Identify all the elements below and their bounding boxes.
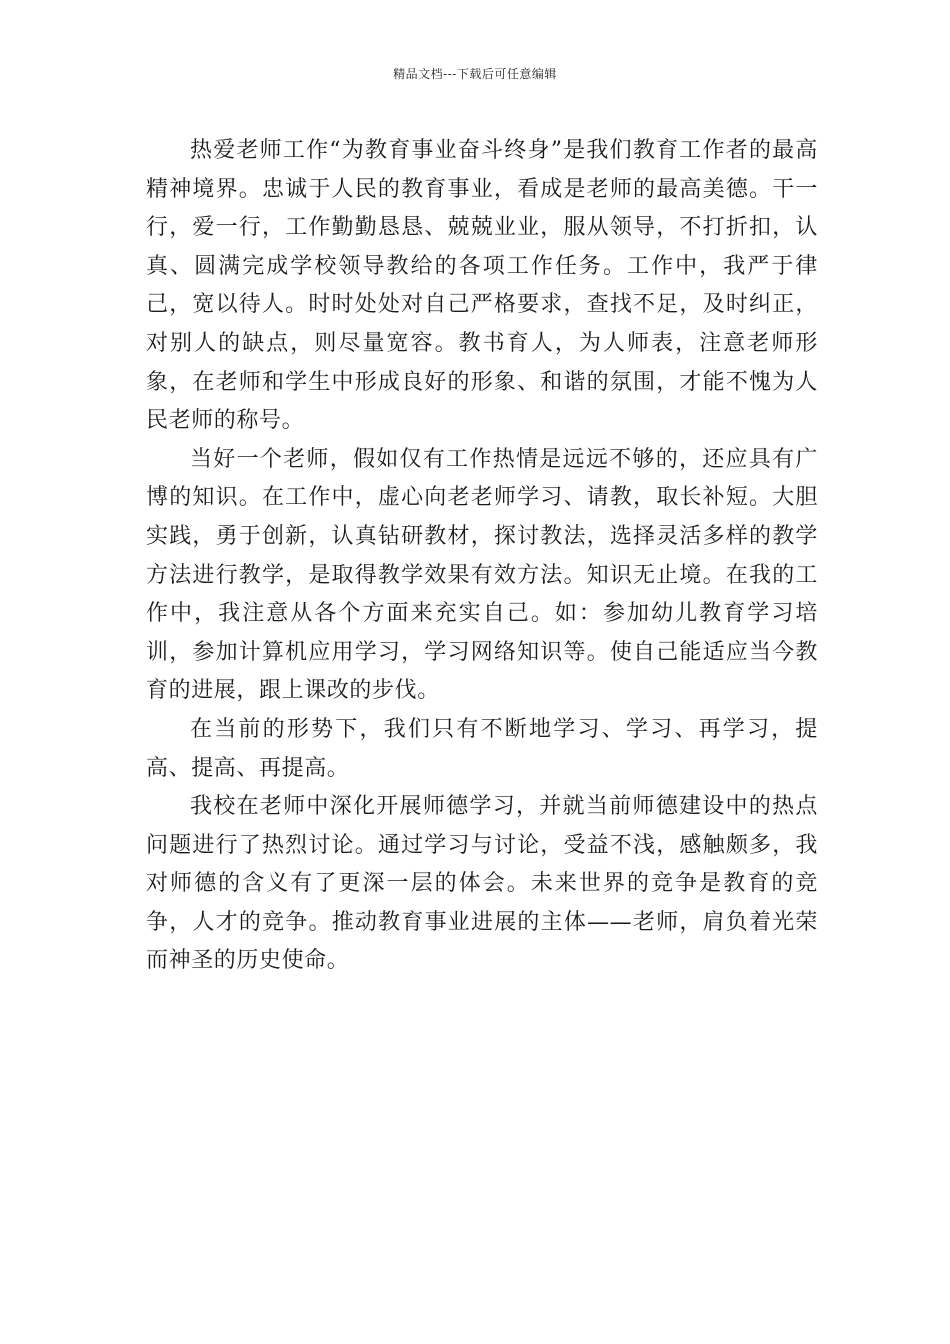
document-body <box>146 132 818 981</box>
paragraph-4: 我校在老师中深化开展师德学习，并就当前师德建设中的热点问题进行了热烈讨论。通过学习与讨论，受益不浅，感触颇多，我对师德的含义有了更深一层的体会。未来世界的竞争是教育的竞争，人才的竞争。推动教育事业进展的主体——老师，肩负着光荣而神圣的历史使命。 <box>146 794 818 974</box>
page-header: 精品文档---下载后可任意编辑 <box>393 67 557 81</box>
paragraph-3: 在当前的形势下，我们只有不断地学习、学习、再学习，提高、提高、再提高。 <box>146 716 818 781</box>
paragraph-2: 当好一个老师，假如仅有工作热情是远远不够的，还应具有广博的知识。在工作中，虚心向老老师学习、请教，取长补短。大胆实践，勇于创新，认真钻研教材，探讨教法，选择灵活多样的教学方法进行教学，是取得教学效果有效方法。知识无止境。在我的工作中，我注意从各个方面来充实自己。如：参加幼儿教育学习培训，参加计算机应用学习，学习网络知识等。使自己能适应当今教育的进展，跟上课改的步伐。 <box>146 446 818 704</box>
paragraph-1: 热爱老师工作“为教育事业奋斗终身”是我们教育工作者的最高精神境界。忠诚于人民的教育事业，看成是老师的最高美德。干一行，爱一行，工作勤勤恳恳、兢兢业业，服从领导，不打折扣，认真、圆满完成学校领导教给的各项工作任务。工作中，我严于律己，宽以待人。时时处处对自己严格要求，查找不足，及时纠正，对别人的缺点，则尽量宽容。教书育人，为人师表，注意老师形象，在老师和学生中形成良好的形象、和谐的氛围，才能不愧为人民老师的称号。 <box>146 138 818 434</box>
